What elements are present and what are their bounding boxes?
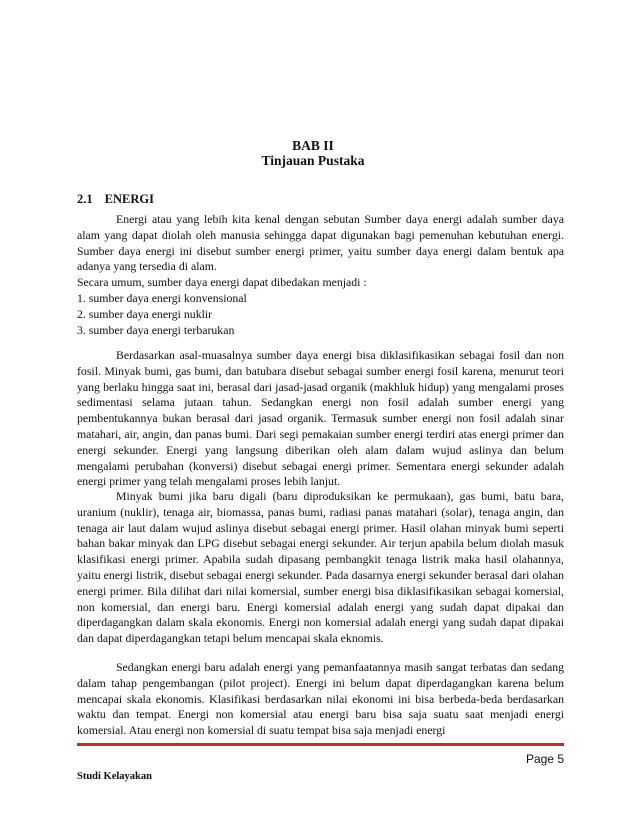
chapter-number: BAB II [292,138,334,153]
list-item: 3. sumber daya energi terbarukan [77,322,235,337]
paragraph-text: Sedangkan energi baru adalah energi yang pemanfaatannya masih sangat terbatas dan sedang dalam tahap pengembangan (pilot project). Energi ini belum dapat diperdagangkan karena belum mencapai skala ekonomis. Klasifikasi berdasarkan nilai ekonomi ini bisa berbeda-beda berdasarkan waktu dan tempat. Energi non komersial atau energi baru bisa saja suatu saat menjadi energi komersial. Atau energi non komersial di suatu tempat bisa saja menjadi energi [77,660,564,738]
page-number: Page 5 [525,752,564,766]
footer-rule [77,743,564,746]
section-number: 2.1 [77,192,93,206]
paragraph-intro [77,212,564,338]
paragraph-text: Energi atau yang lebih kita kenal dengan sebutan Sumber daya energi adalah sumber daya alam yang dapat diolah oleh manusia sehingga dapat digunakan bagi pemenuhan kebutuhan energi. Sumber daya energi ini disebut sumber energi primer, yaitu sumber daya energi dalam bentuk apa adanya yang tersedia di alam. [77,212,564,274]
paragraph-text: Minyak bumi jika baru digali (baru diproduksikan ke permukaan), gas bumi, batu bara, uranium (nuklir), tenaga air, biomassa, panas bumi, radiasi panas matahari (solar), tenaga angin, dan tenaga air laut dalam wujud aslinya disebut sebagai energi primer. Hasil olahan minyak bumi seperti bahan bakar minyak dan LPG disebut sebagai energi sekunder. Air terjun apabila belum diolah masuk klasifikasi energi primer. Apabila sudah dipasang pembangkit tenaga listrik maka hasil olahannya, yaitu energi listrik, disebut sebagai energi sekunder. Pada dasarnya energi sekunder berasal dari olahan energi primer. Bila dilihat dari nilai komersial, sumber energi bisa diklasifikasikan sebagai komersial, non komersial, dan energi baru. Energi komersial adalah energi yang sudah dapat dipakai dan diperdagangkan dalam skala ekonomis. Energi non komersial adalah energi yang sudah dapat dipakai dan dapat diperdagangkan tetapi belum mencapai skala eknomis. [77,489,564,646]
footer-title: Studi Kelayakan [77,771,152,782]
list-item: 1. sumber daya energi konvensional [77,290,247,305]
chapter-title: Tinjauan Pustaka [261,153,365,168]
paragraph-origin [77,348,564,490]
paragraph-text: Berdasarkan asal-muasalnya sumber daya energi bisa diklasifikasikan sebagai fosil dan non fosil. Minyak bumi, gas bumi, dan batubara disebut sebagai sumber energi fosil karena, menurut teori yang berlaku hingga saat ini, berasal dari jasad-jasad organik (makhluk hidup) yang mengalami proses sedimentasi selama jutaan tahun. Sedangkan energi non fosil adalah sumber energi yang pembentukannya bukan berasal dari jasad organik. Termasuk sumber energi non fosil adalah sinar matahari, air, angin, dan panas bumi. Dari segi pemakaian sumber energi terdiri atas energi primer dan energi sekunder. Energi yang langsung diberikan oleh alam dalam wujud aslinya dan belum mengalami perubahan (konversi) disebut sebagai energi primer. Sementara energi sekunder adalah energi primer yang telah mengalami proses lebih lanjut. [77,348,564,489]
paragraph-primary-secondary [77,489,564,647]
list-item: 2. sumber daya energi nuklir [77,306,213,321]
section-title: ENERGI [104,192,154,206]
section-heading [77,192,166,207]
paragraph-new-energy [77,660,564,739]
paragraph-text: Secara umum, sumber daya energi dapat dibedakan menjadi : [77,275,367,290]
